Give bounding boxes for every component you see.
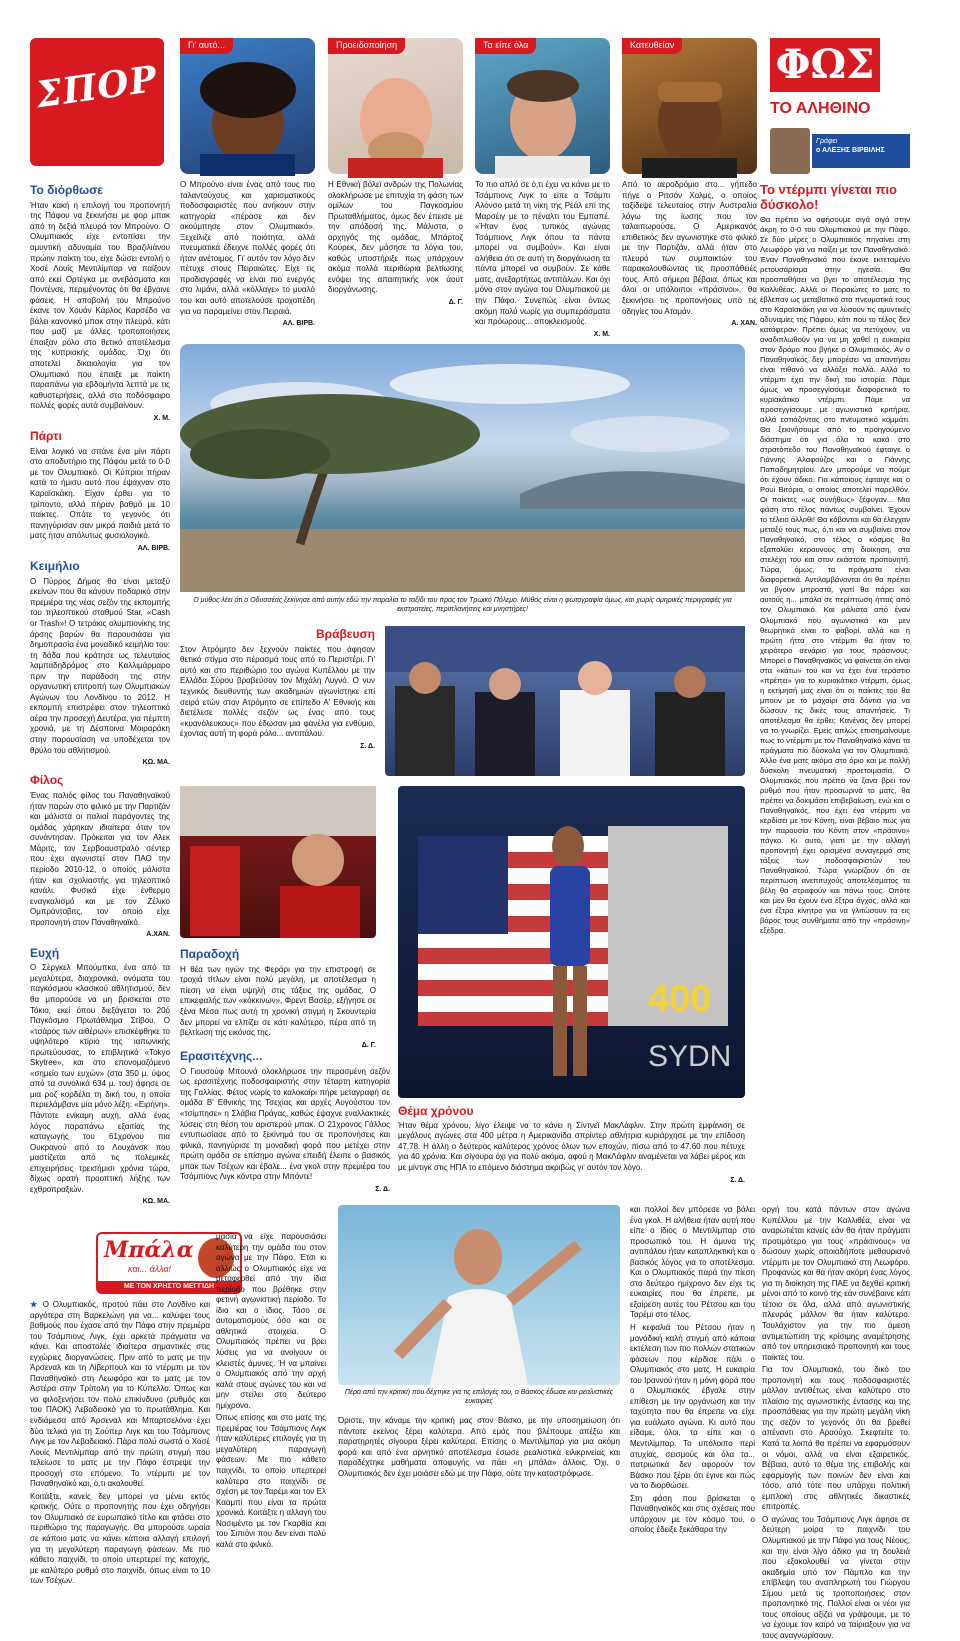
photo-portrait-3 [475, 38, 610, 174]
portrait-text-3 [475, 180, 610, 338]
author-avatar [770, 128, 810, 174]
left-text-1: Ήταν κακή η επιλογή του προπονητή της Πάφου να ξεκινήσει με φορ μπακ από τη δεξιά πλευρά τον Μπρούνο. Ο Ολυμπιακός είχε εντοπίσει την αμυντική αδυναμία του Βραζιλιάνου πρώην παίκτη του, είχε δώσει εντολή ο Χοσέ Λουίς Μεντιλίμπαρ να παίξουν από εκεί Ορτέγκα με ανεβάσματα και Ποντένσε, περιμένοντας ότι θα έβγαινε φάσεις. Η αποβολή του Μπρούνο έκανε τον Χουάν Κάρλος Καρσέδο να βάλει κανονικό μπακ στην πλευρά, κάτι που μαζί με άλλες τροποποιήσεις έπαιξαν ρόλο στο θετικό αποτέλεσμα της κυπριακής ομάδας. Όχι ότι αποτελεί δικαιολογία για τον Ολυμπιακό που έπαιξε με παίκτη παραπάνω για εβδομήντα λεπτά με τις καθυστερήσεις, αλλά στο ποδόσφαιρο πολλές φορές αυτά συμβαίνουν. [30, 200, 170, 411]
paradoxi-title: Παραδοχή [180, 947, 240, 961]
left-title-4: Φίλος [30, 773, 64, 788]
bala-col1b-text: Κοιτάξτε, κανείς δεν μπορεί να μένει εκτός κριτικής. Ούτε ο προπονητής που έχει οδηγήσει τον Ολυμπιακό σε ευρωπαϊκό τίτλο και φτάσει στο περιθώριο της παραγωγής. Θα μπορούσε ωραία σε κάποιο ματς να κάνει κάποια αλλαγή επιλογή για τη μεγαλύτερη παραγωγή φάσεων. Με πιο κάθετο παιχνίδι, το οποίο υπερτερεί της κατοχής, με καλύτερο ρυθμό στο παιχνίδι, όπως είναι το 10 των Τσέχων. [30, 1491, 210, 1586]
bala-byline: ΜΕ ΤΟΝ ΧΡΗΣΤΟ ΜΕΓΓΙΔΗ [98, 1281, 240, 1292]
portrait-text-2-body: Η Εθνική βόλεϊ ανδρών της Πολωνίας ολοκλήρωσε με επιτυχία τη φάση των ομίλων του Παγκοσμίου Πρωταθλήματος, όμως δεν έπεισε με την απόδοσή της. Μάλιστα, ο αρχηγός της ομάδας, Μπάρτοζ Κούρεκ, δεν μάσησε τα λόγια του, καθώς υποστήριξε πως υπάρχουν ακόμα πολλά περιθώρια βελτίωσης ενόψει της απαιτητικής νοκ άουτ διοργάνωσης. [328, 180, 463, 295]
photo-tag-2: Προειδοποίηση [328, 38, 405, 54]
bala-col2-text: μασία να είχε παρουσιάσει καλύτερη την ομάδα του στον αγώνα με την Πάφο. Έτσι κι αλλιώς ο Ολυμπιακός είχε να μεταφερθεί από την ίδια περίοδο που βρέθηκε στην φετινή αγωνιστική περίοδο. Το ίδιο και ο ίδιος. Τόσο σε αυτοματισμούς όσο και σε αθλητικά στοιχεία. Ο Ολυμπιακός πρέπει να βρει λύσεις για να ανοίγουν οι κλειστές άμυνες. Ή να μπαίνει ο Ολυμπιακός από την αρχή καλά στους αγώνες του και να μην στείλει στο δεύτερο ημίχρονο. [216, 1232, 326, 1410]
left-sig-1: Χ. Μ. [153, 414, 170, 422]
left-text-5: Ο Σέργκελ Μπούμπκα, ένα από τα μεγαλύτερα, διαχρονικά, ονόματα του παγκόσμιου κλασικού αθλητισμού, δεν θα μπορούσε να μη βρισκεται στο Τόκιο, εκεί όπου διεξάγεται το 20ό Παγκόσμιο Πρωτάθλημα Στίβου. Ο «τσάρος των αιθέρων» επισκέφθηκε το υψηλότερο κτίριο της ιαπωνικής πρωτεύουσας, το επιβλητικό «Tokyo Skytree», και στο επονομαζόμενο «σημείο των ευχών» (στα 350 μ. ύψος από τα συνολικά 634 μ. του) άφησε σε μια ροζ κορδέλα τη δική του, η οποία περιελάμβανε μία μόνο λέξη: «Ειρήνη». Πάντοτε ενίκαμη αυχή, αλλά ένας λόγος παραπάνω εξαιτίας της καταγωγής του 61χρονου πια Ουκρανού από το Λουχάνσκ που μαστίζεται από τις πολεμικές επιχειρήσεις τρεισήμισι χρόνια τώρα, δίχως ορατή προοπτική λήξης των εχθροπραξιών. [30, 963, 170, 1194]
left-title-5: Ευχή [30, 945, 60, 960]
photo-tag-1: Γι' αυτό... [180, 38, 233, 54]
erasitexnis-text: Ο Γιουσούφ Μπουνά ολοκλήρωσε την περασμένη σεζόν ως ερασιτέχνης ποδοσφαιριστής στην τέταρτη κατηγορία της Γαλλίας. Φέτος νωρίς το καλοκαίρι πήρε μεταγραφή σε ομάδα Β' Εθνικής της Τσεχίας και αρχές Αυγούστου τον «τσίμπησε» η Σλάβια Πράγας, καθώς έψαχνε εναλλακτικές λύσεις στη θέση του αριστερού μπακ. Ο 21χρονος Γάλλος εντυπωσίασε από το ξεκίνημά του σε προπονήσεις και φιλικά, πανηγύρισε τη μοναδική φορά που μετέχει στην πρώτη ομάδα σε επίσημο αγώνα επειδή έλειπε ο βασικός μπακ των Τσέχων και έβαλε... ένα γκολ στην πρεμιέρα του Τσάμπιονς Λιγκ κόντρα στην Μπόντε! [180, 1066, 390, 1182]
bala-col-5 [762, 1205, 910, 1640]
portrait-text-1-sig: ΑΛ. ΒΙΡΒ. [282, 320, 315, 328]
vravefsi-block [180, 624, 375, 784]
fos-subtitle: ΤΟ ΑΛΗΘΙΝΟ [770, 100, 871, 117]
portrait-text-3-body: Το πιο απλό σε ό,τι έχει να κάνει με το Τσάμπιονς Λιγκ το είπε ο Τσάμπι Αλόνσο μετά τη νίκη της Ρεάλ επί της Μαρσέιγ με το πέναλτι του Εμπαπέ. «Ήταν ένας τυπικός αγώνας Τσάμπιονς Λιγκ όπου τα πάντα μπορεί να συμβούν». Και είναι αλήθεια ότι σε αυτή τη διοργάνωση τα πάντα μπορεί να συμβούν. Σε κάθε ματς, ανεξαρτήτως αντιπάλων. Και όχι μόνο στον αγώνα του Ολυμπιακού με την Πάφο. Συνεπώς είναι όντως ακόμη πολύ νωρίς για συμπεράσματα και πρόωρους... αποκλεισμούς. [475, 180, 610, 327]
landscape-photo [180, 344, 745, 592]
bala-col5c-text: Ο αγώνας του Τσάμπιονς Λιγκ άφησε σε δεύτερη μοίρα το παιχνίδι του Ολυμπιακού με την Πάφο για τους Νέους, και την είναι λίγο άδικο για τη δουλειά που εξακολουθεί να γίνεται στην ακαδημία υπό τον Πάμπλο και την επίβλεψη του αναπληρωτή του Γιώργου Σίμου μετά τις τροποποιήσεις στον προπονητικό της. Πολλοί είναι οι νέοι για τους οποίους αξίζει να γράψουμε, με το να έχουμε τον καιρό να ταίριαξουν για να τους αναγνωρίσουν. [762, 1514, 910, 1640]
left-sig-4: Α.ΧΑΝ. [146, 931, 170, 939]
portrait-text-1-body: Ο Μπρούνο είναι ένας από τους πιο ταλαντούχους και χαρισματικούς ποδοσφαιριστές που ανήκουν στην κατηγορία «πέρασε και δεν ακούμπησε στον Ολυμπιακό». Ξεχείλιζε από ποιότητα, αλλά πνευματικά έδειχνε πολλές φορές ότι ήταν ανέτοιμος. Γι' αυτόν τον λόγο δεν πέτυχε στους Πειραιώτες. Είχε τις προδιαγραφές να είναι πιο ενεργός στο λιμάνι, αλλά «κόλλαγε» το μυαλό του και αυτό αποτελούσε τροχοπέδη για να παραμείνει στον Πειραιά. [180, 180, 315, 316]
portrait-text-4-body: Από το αεροδρόμιο στο... γήπεδο πήγε ο Ριτσόν Χολμς, ο οποίος ταξίδεψε τελευταίος στην Αυστραλία λόγω της ίωσης που τον ταλαιπωρούσε. Ο Αμερικανός επιθετικός δεν αγωνιστηκε στο φιλικό με την Παρτιζάν, αλλά ήταν στο πλευρό των συμπαικτών του παρακολουθώντας τις προσπάθειές τους. Από σήμερα βέβαια, όπως και όλοι οι υπόλοιποι «πράσινοι», θα ξεκινήσει τις προπονήσεις υπό τις οδηγίες του Αταμάν. [622, 180, 757, 316]
erasitexnis-block [180, 1046, 390, 1216]
section-title: ΣΠΟΡ [33, 57, 161, 117]
bala-col4b-text: Η κεφαλιά του Ρέτσου ήταν η μονάδική καλή στιγμή από κάποια εκτέλεση των πιο πολλών στατικών φάσεων που κέρδισε πάλι ο Ολυμπιακός στο ματς. Η ευκαιρία του Ιραννού ήταν η μόνη φορά που ο Ολυμπιακός έβγαλε στην επίθεση με την οργάνωση και την ταχύτητα που θα έπρεπε να είχε για ευάλωτο αγώνα. Κι αυτό που είδαμε, όλοι, τα είπε και ο Μεντιλίμπαρ. Το υπόλοιπο περί ατυχίας, σεισμούς και όλα τα... πατριωτικά δεν αφορούν τον Βάσκο που ξέρει ότι έγινε και πώς να το διορθώσει. [630, 1323, 755, 1491]
right-column [760, 180, 910, 1180]
star-icon: ★ [30, 1300, 43, 1309]
bala-col3-text: Όριστε, την κάναμε την κριτική μας στον Βάσκο, με την υποσημείωση ότι πάντοτε εκείνος ξέρει καλύτερα. Από εμάς που βλέπουμε απέξω και παρατηρητές σίγουρα ξέρει καλύτερα. Επίσης ο Μεντιλίμπαρ για μια ακόμη φορά και από ένα αρνητικό αποτέλεσμα έσωσε ρεαλιστικά ειλικρινείας και παραδέχτηκε μαθήματα αποφυγής να πάει «η μπάλα» άλλοις. Όχι, ο Ολυμπιακός δεν έχει μοιάσει εδώ με την Πάφο, ούτε την καταστρόφωσε. [338, 1416, 620, 1478]
bala-col-2 [216, 1232, 326, 1602]
bala-col-4 [630, 1205, 755, 1600]
bala-col2b-text: Όπως επίσης και στο ματς της πρεμιέρας του Τσάμπιονς Λιγκ ήταν καλύτερες επιλογές για τη μεγαλύτερη παραγωγή φάσεων. Με πιο κάθετο παιχνίδι, το οποίο υπερτερεί καλύτερα στο παιχνίδι σε σχέση με τον Ταρέμι και τον Ελ Κααμπί που είναι τα πρώτα χρονικά. Κοιτάξτε η αλλαγή του Νασιμέντο με τον Γκαρθία και του Σιπιόνι που δεν είναι πολύ καλά στο φιλικό. [216, 1413, 326, 1549]
coach-photo [338, 1205, 620, 1385]
portrait-text-2 [328, 180, 463, 330]
photo-tag-3: Τα είπε όλα [475, 38, 536, 54]
portrait-text-1 [180, 180, 315, 330]
coach-caption: Πέρα από την κριτική που δέχτηκε για τις επιλογές του, ο Βάσκος έδωσε και ρεαλιστικές ευκαιρίες [344, 1389, 614, 1406]
portrait-text-3-sig: Χ. Μ. [593, 330, 610, 338]
svg-text:400: 400 [648, 978, 712, 1020]
portrait-text-2-sig: Δ. Γ. [448, 299, 463, 307]
right-text: Θα πρέπει να αφήσουμε σιγά σιγά στην άκρη το 0-0 του Ολυμπιακού με την Πάφο. Σε δύο μέρες ο Ολυμπιακός πηγαίνει στη Λεωφόρο για να παίξει με τον Παναθηναϊκό. Έναν Παναθηναϊκό που έκανε εκτεταμένο ρετουσάρισμα στην ηγεσία. Θα προσπαθήσει να βγει το αποτέλεσμα της Καλλιθέας. Αλλά οι Πειραιώτες το ματς το έβλεπαν ως μεταβατικό στα πνευματικά τους στο Καραϊσκάκη για να λύσουν τις αμυντικές αδυναμίες της Πάφου, κάτι που το τέλος δεν κατάφεραν. Πρέπει όμως να πετύχουν, να αναδιπλωθούν για να μη χαθεί η ευκαιρία στον δρόμο που βγήκε ο Ολυμπιακός. Αν ο Παναθηναϊκός δεν μπορέσει να απαντήσει είναι πιθανό να αλλάξει πολλά. Αλλά το ντέρμπι έχει την δική του ιστορία. Πάμε όμως να προσεγγίσουμε διαφορετικά το κυριακάτικο ντέρμπι. Πάμε να προσεγγίσουμε με αγωνιστικά κριτήρια, αλλά εστιάζοντας στο πνευματικό κομμάτι. Θα ξεκινήσουμε από το προηγούμενο διάστημα ότι για όλα τα κακά στο στρατόπεδο του Παναθηναϊκού έφταιγε ο Γιάννης Αλαφούζος και ο Γιάννης Παπαδημητρίου. Δεν μπορούμε να πούμε ότι έχουν άδικο. Για κάποιους έφταιγε και ο Ρουί Βιτόρια, ο οποίος αποτελεί παρελθόν. Οι παίκτες «ως συνήθως» ξέφυγαν... Μια φάση στο τέλος πάντως συμβαίνει. Έχουν το τέλειο άλλοθι! Θα κόβονται και θα έλεγχαν μεταξύ τους πως, ό,τι και να συμβαίνει στον Παναθηναϊκό, στο τέλος ο κόσμος θα εξαπολύει κεραυνούς στη διοίκηση, στα στελέχη του και στον εκάστοτε προπονητή. Τώρα, όμως, τα πράγματα είναι διαφορετικά. Αντιλαμβάνονται ότι θα πρέπει να βγουν μπροστά, γιατί θα πάρει και αυτούς η... μπάλα σε περίπτωση ήττας από τον Ολυμπιακό. Και μάλιστα από έναν Ολυμπιακό που αγωνιστικά και μεν θεωρητικά είναι το φαβορί, αλλά και η πρώτη ήττα στο ντέρμπι θα ήταν το χειρότερο σενάριο για τους πράσινους. Μπορεί ο Παναθηναϊκός να φαίνεται ότι είναι στα «κάτω» του και να έχει ένα τεράστιο «πρέπει» για το κυριακάτικο ντέρμπι, όμως η εκτίμησή μας είναι ότι οι παίκτες του θα μπουν με το μαχαίρι στα δόντια για να δώσουν τις δικές τους απαντήσεις. Τι αποτέλεσμα θα έρθει; Κανένας δεν μπορεί να το γνωρίζει. Εμείς απλώς επισημαίνουμε πως το ντέρμπι με τον Παναθηναϊκό κάνει τα πράγματα πιο δύσκολα για τον Ολυμπιακό. Άλλο ένα ματς ακόμα στο όριο και με πολλή δύσκολη πνευματική προετοιμασία. Ο Ολυμπιακός που πρέπει να ξανα βρει τον ρυθμό που ήταν προσωρινά το ματς, θα πρέπει να δοκιμάσει επιβεβαίωση, ενώ και ο Παναθηναϊκός, που έχει ένα ντέρμπι να κερδίσει με τον Κόντη, είναι βέβαιο πως για την παρουσία του Κόντη στον «πράσινο» πάγκο. Κι αυτό, γιατί με την αλλαγή προπονητή έχει ορισμένα συναγερμό στις τάξεις των ποδοσφαιριστών του Παναθηναϊκού. Τώρα γνωρίζουν ότι σε περίπτωση ανεπιτυχούς αποτελέσματος τα βέλη θα στραφούν και πάνω τους. Οπότε και μεν θα έχουν ένα έξτρα άγχος, αλλά και ένα έξτρα κίνητρο για να γλιτώσουν τα εις βάρος τους συνθήματα από την «πράσινη» εξέδρα. [760, 214, 910, 935]
thema-text: Ήταν θέμα χρόνου, λίγο έλειψε να το κάνει η Σίντνεϊ ΜακΛάφλιν. Στην πρώτη εμφάνιση σε μεγάλους αγώνες στα 400 μέτρα η Αμερικανίδα σπρίντερ αθλήτρια κυριάρχησε με την επίδοση 47.78. Η άλλη ο δεύτερος καλύτερος χρόνος όλων των εποχών, πίσω από το 47.60 που πέτυχε για 40 χρόνια. Και σίγουρα όχι για πολύ ακόμα, αφού η ΜακΛάφλιν αναμένεται να λάβει μέρος και με μίντιγκ στις ΗΠΑ το επόμενο διάστημα ακριβώς γι' αυτόν τον λόγο. [398, 1120, 745, 1173]
erasitexnis-sig: Σ. Δ. [375, 1185, 390, 1193]
ferrari-photo [180, 786, 376, 938]
photo-portrait-4 [622, 38, 757, 174]
portrait-text-4-sig: Α. ΧΑΝ. [731, 320, 757, 328]
bala-title: Μπάλα [104, 1237, 194, 1263]
author-box [770, 128, 910, 174]
left-title-1: Το διόρθωσε [30, 183, 103, 197]
bala-col1-text: ★ Ο Ολυμπιακός, προτού πάει στο Λονδίνο και αργότερα στη Βαρκελώνη για να... καλύψει τους βαθμούς που έχασε από την Πάφο στην πρεμιέρα του Τσάμπιονς Λιγκ, έχει αρκετά πράγματα να κάνει. Και αποστολές ιδιαίτερα σημαντικές στις εγχώριες διοργανώσεις. Πριν από το ματς με την Άρσεναλ και τη Λίβερπουλ και το ντέρμπι με τον Παναθηναϊκό στη Λεωφόρο και το ματς με τον Αστέρα στην Τρίπολη για το Κύπελλο. Όπως και να φιλοξενήσει τον πολύ επικίνδυνο (ρυθμός και του ΠΑΟΚ) Λεβαδειακό για το πρωτάθλημα. Και ενδιάμεσα από Άρσεναλ και Μπαρτσελόνα έχει δύο τελικά για τη Σούπερ Λιγκ και του Τσάμπιονς Λιγκ με τον Λεβαδειακό. Πάρα πολύ σωστά ο Χοσέ Λουίς Μεντιλίμπαρ από την πρώτη στιγμή που τελείωσε το ματς με την Πάφο έστρεψε την προσοχή στο επόμενο. Το ντέρμπι με τον Παναθηναϊκό και, ό,τι ακολουθεί. [30, 1300, 210, 1489]
thema-sig: Σ. Δ. [730, 1176, 745, 1184]
paradoxi-text: Η θέα των ηγών της Φεράρι για την επιστροφή σε τροχιά τίτλων είναι πολύ μεγάλη, με αποτέλεσμα η πίεση να είναι υψηλή στις τάξεις της ομάδας. Ο επικεφαλής των «κόκκινων», Φρεντ Βασέρ, εξήγησε σε ξένα Μέσα πως αυτή τη χρονική στιγμή η Σκουντερία δεν μπορεί να ελπίζει σε κάτι καλύτερο, πέρα από τη βελτίωση της εικόνας της. [180, 964, 376, 1038]
left-sig-5: ΚΩ. ΜΑ. [142, 1198, 170, 1206]
left-sig-2: ΑΛ. ΒΙΡΒ. [137, 544, 170, 552]
vravefsi-sig: Σ. Δ. [360, 742, 375, 750]
erasitexnis-title: Ερασιτέχνης... [180, 1049, 263, 1063]
vravefsi-title: Βράβευση [315, 627, 375, 641]
left-text-4: Ένας παλιός φίλος του Παναθηναϊκού ήταν παρών στο φιλικό με την Παρτιζάν και μάλιστα οι παλιοί παράγοντες της ομάδας χάρηκαν ιδιαίτερα όταν τον συνάντησαν. Πρόκειται για τον Αλεκ Μάριτς, τον Σερβοαυστραλό σέντερ που έχει αγωνιστεί στον ΠΑΟ την περίοδο 2010-12, ο οποίος μάλιστα ήταν και σχολιαστής για τηλεοπτικό κανάλι. Φυσικά είχε ένθερμο εναγκαλισμό και με τον Ζέλικο Ομπράντοβιτς, τον οποίο είχε προπονητή στον Παναθηναϊκό. [30, 791, 170, 927]
bala-subtitle: και... άλλα! [128, 1264, 172, 1274]
bala-col4c-text: Στη φάση που βρίσκεται ο Παναθηναϊκός και στις σχέσεις που υπάρχουν με τον κόσμο του, ο οποίος έδειξε ξεκάθαρα την [630, 1493, 755, 1535]
bala-col-3 [338, 1416, 620, 1596]
right-title: Το ντέρμπι γίνεται πιο δύσκολο! [760, 182, 898, 212]
landscape-caption: Ο μύθος λέει ότι ο Οδυσσέας ξεκίνησε από αυτήν εδώ την παραλία το ταξίδι του προς τον Τρωικό Πόλεμο. Μύθος είναι η φωτογραφία όμως, και χωρίς ομηρικές περιγραφές για εκστρατείες, περιπλανήσεις και μνηστήρες! [193, 597, 732, 614]
fos-logo [770, 38, 880, 92]
left-column [30, 180, 170, 1206]
paradoxi-block [180, 944, 376, 1049]
bala-col5b-text: Για τον Ολυμπιακό, του δικό του προπονητή και τους ποδοσφαιριστές μάλλον αντιθέτως είναι καλύτερο στο πλαίσιο της αγωνιστικής έντασης και της προσπάθειας για την πρώτη μεγάλη νίκη της σεζόν το γεγονός ότι θα βρεθεί απέναντι στο Αραούχο. Σκεφτείτε το. Κατά τα λοιπά θα πρέπει να εφαρμόσουν οι νόμοι, αλλά να είναι εξαιρετικός. Βέβαια, αυτό το θέμα της επιβολής και εφαρμογής των ποινών δεν είναι και τόσο, από τότε που υπάρχει πολιτική εμπλοκή στις αθλητικές δικαστικές επιτροπές. [762, 1365, 910, 1512]
section-logo [30, 38, 164, 166]
photo-portrait-2 [328, 38, 463, 174]
author-name: ο ΑΛΕΞΗΣ ΒΙΡΒΙΛΗΣ [816, 147, 885, 155]
fos-logo-text: ΦΩΣ [775, 41, 875, 88]
bala-col5-text: οργή του κατά πάντων στον αγώνα Κυπέλλου με την Καλλιθέα, είναι να αναρωτιέται κανείς εάν θα ήταν πράγματι προτιμότερο για τους «πράσινους» να δώσουν χωρίς οποιαδήποτε μεθαυριανό ντέρμπι με τον Ολυμπιακό στη Λεωφόρο. Προφανώς και θα ήταν ακόμη ένας λόγος για τη διοίκηση της ΠΑΕ να δεχθεί κριτική μένοι από το κοινό της εάν συνέβαινε κάτι τέτοιο σε όλα, αλλά από αγωνιστικής πλευράς μάλλον θα ήταν καλύτερο. Τουλάχιστον για την πιο άμεση αντιμετώπιση της κρίσιμης αναμέτρησης από τον υπηρεσιακό προπονητή και τους παίκτες του. [762, 1205, 910, 1362]
portrait-text-4 [622, 180, 757, 330]
author-role: Γράφει [816, 138, 838, 145]
photo-tag-4: Κατευθείαν [622, 38, 682, 54]
left-title-3: Κειμήλιο [30, 558, 80, 573]
left-sig-3: ΚΩ. ΜΑ. [142, 759, 170, 767]
left-text-3: Ο Πύρρος Δήμας θα είναι μεταξύ εκείνων που θα κάνουν ποδαρικό στην πρεμιέρα της νέας σεζόν της εκπομπής του τηλεοπτικού σταθμού Star, «Cash or Trash»! Ο τετράκις ολυμπιονίκης της άρσης βαρών θα παρουσιάσει για δημοπρασία ένα μοναδικό κειμήλιο του: τη δάδα που κράτησε ως τελευταίος λαμπαδηδρόμος στο Καλλιμάρμαρο πριν την παράδοση της στην οργανωτική επιτροπή των Ολυμπιακών Αγώνων του Λονδίνου το 2012. Η εκπομπή επιστρέφει στον τηλεοπτικό αέρα την προσεχή Δευτέρα, για πέμπτη χρονιά, με τη Δέσποινα Μοιραράκη στην παρουσίαση να υποδέχεται τον θρύλο του αθλητισμού. [30, 576, 170, 755]
paradoxi-sig: Δ. Γ. [361, 1041, 376, 1049]
left-text-2: Είναι λογικό να σπάνε ένα μίνι πάρτι στο αποδυτήριο της Πάφου μετά το 0-0 με τον Ολυμπιακό. Οι Κύπριοι πήραν κατά το ήμισυ αυτό που έψαχναν στο Καραϊσκάκη. Είχαν έρθει για το τρίποντο, αλλά πήραν βαθμό με 10 παίκτες. Οπότε το γεγονός ότι πανηγύρισαν σαν μικρά παιδιά μετά το ματς ήταν απόλυτως φυσιολογικό. [30, 446, 170, 541]
award-photo [385, 626, 745, 776]
vravefsi-text: Στον Ατρόμητο δεν ξεχνούν παίκτες που άφησαν θετικό στίγμα στο πέρασμά τους από το Περιστέρι. Γι' αυτό και στο περιθώριο του αγώνα Κυπέλλου με την Ελλάδα Σύρου βραβεύσαν τον Μιχάλη Λυγνό. Ο νυν τεχνικός διευθυντής των ακαδημιών αγωνίστηκε επί σειρά ετών στον Ατρόμητο σε επίπεδο Α' Εθνικής και διετέλεσε πολλές σεζόν ως ένας από τους «κυανόλευκους» που έδωσαν μια φανέλα για ενθύμιο, έχοντας αυτή τη φορά ρόλο... αντιπάλου. [180, 644, 375, 739]
thema-title: Θέμα χρόνου [398, 1104, 474, 1118]
thema-block [398, 1104, 745, 1184]
bala-col4-text: και πολλοί δεν μπόρεσε να βάλει ένα γκολ. Η αλήθεια ήταν αυτή που είπε ο ίδιος ο Μεντιλίμπαρ στο προσωπικό του. Η άμυνα της αντιπάλου ήταν καταπληκτική και ο βασικός λόγος για το αποτέλεσμα. Και ο Ολυμπιακός παρά την πίεση στο δεύτερο ημίχρονο δεν είχε τις ευκαιρίες που θα έπρεπε, με εξαίρεση αυτές του Ρέτσου και του Ταρέμι στο τέλος. [630, 1205, 755, 1320]
athlete-photo [398, 786, 745, 1098]
bala-col-1 [30, 1300, 210, 1600]
left-title-2: Πάρτι [30, 429, 62, 443]
svg-text:SYDN: SYDN [648, 1040, 732, 1073]
photo-portrait-1 [180, 38, 315, 174]
